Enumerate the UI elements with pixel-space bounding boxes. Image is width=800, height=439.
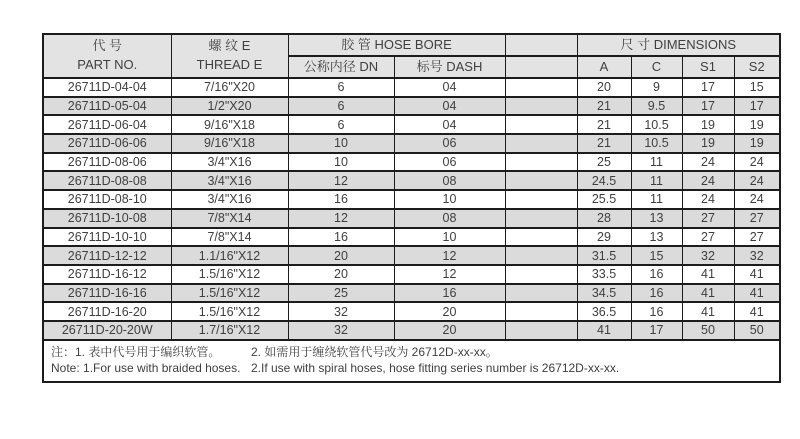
cell-s2: 24 — [734, 171, 780, 190]
table-row — [43, 190, 780, 209]
header-dim-a: A — [577, 56, 631, 78]
table-row — [43, 228, 780, 247]
cell-s1: 41 — [682, 284, 734, 303]
table-row — [43, 97, 780, 116]
table-row — [43, 153, 780, 172]
cell-thread: 1/2"X20 — [171, 97, 288, 116]
cell-c: 10.5 — [631, 134, 682, 153]
cell-s2: 24 — [734, 190, 780, 209]
cell-c: 11 — [631, 171, 682, 190]
cell-s1: 24 — [682, 153, 734, 172]
cell-s2: 27 — [734, 228, 780, 247]
note-en-1: Note: 1.For use with braided hoses. — [51, 360, 241, 375]
cell-part-no: 26711D-04-04 — [43, 78, 171, 97]
cell-part-no: 26711D-12-12 — [43, 246, 171, 265]
cell-part-no: 26711D-06-06 — [43, 134, 171, 153]
cell-s2: 27 — [734, 209, 780, 228]
header-dim-s2: S2 — [734, 56, 780, 78]
cell-dash: 20 — [394, 321, 505, 340]
cell-c: 11 — [631, 190, 682, 209]
table-row — [43, 171, 780, 190]
notes-row — [43, 340, 780, 382]
cell-s1: 41 — [682, 265, 734, 284]
cell-dash: 04 — [394, 97, 505, 116]
cell-c: 9 — [631, 78, 682, 97]
cell-c: 17 — [631, 321, 682, 340]
cell-s1: 19 — [682, 134, 734, 153]
table-row — [43, 78, 780, 97]
cell-part-no: 26711D-08-10 — [43, 190, 171, 209]
cell-a: 25 — [577, 153, 631, 172]
cell-part-no: 26711D-08-08 — [43, 171, 171, 190]
cell-part-no: 26711D-16-16 — [43, 284, 171, 303]
header-thread-zh: 螺 纹 E — [208, 38, 251, 54]
header-dim-s1: S1 — [682, 56, 734, 78]
cell-dash: 12 — [394, 265, 505, 284]
cell-s2: 24 — [734, 153, 780, 172]
cell-part-no: 26711D-20-20W — [43, 321, 171, 340]
spec-table — [42, 33, 781, 383]
note-zh-2: 2. 如需用于缠绕软管代号改为 26712D-xx-xx。 — [251, 344, 498, 359]
cell-s2: 17 — [734, 97, 780, 116]
cell-dash: 12 — [394, 246, 505, 265]
cell-a: 34.5 — [577, 284, 631, 303]
cell-s1: 17 — [682, 97, 734, 116]
cell-dn: 16 — [288, 228, 394, 247]
cell-dash: 20 — [394, 302, 505, 321]
header-spacer-top — [505, 34, 577, 56]
header-part-no-en: PART NO. — [77, 57, 138, 72]
cell-c: 15 — [631, 246, 682, 265]
cell-dn: 32 — [288, 302, 394, 321]
cell-dn: 6 — [288, 78, 394, 97]
header-dim-c: C — [631, 56, 682, 78]
cell-c: 9.5 — [631, 97, 682, 116]
cell-s2: 19 — [734, 115, 780, 134]
note-line-zh — [51, 345, 772, 360]
cell-s1: 24 — [682, 171, 734, 190]
cell-empty — [505, 134, 577, 153]
cell-thread: 3/4"X16 — [171, 171, 288, 190]
cell-a: 31.5 — [577, 246, 631, 265]
cell-a: 21 — [577, 134, 631, 153]
cell-part-no: 26711D-16-12 — [43, 265, 171, 284]
cell-empty — [505, 78, 577, 97]
cell-a: 41 — [577, 321, 631, 340]
cell-c: 13 — [631, 209, 682, 228]
cell-s2: 41 — [734, 265, 780, 284]
cell-dash: 08 — [394, 209, 505, 228]
cell-c: 16 — [631, 284, 682, 303]
cell-empty — [505, 153, 577, 172]
cell-thread: 3/4"X16 — [171, 153, 288, 172]
cell-empty — [505, 228, 577, 247]
cell-a: 21 — [577, 115, 631, 134]
cell-dn: 20 — [288, 246, 394, 265]
cell-thread: 1.5/16"X12 — [171, 284, 288, 303]
cell-thread: 7/8"X14 — [171, 228, 288, 247]
table-body — [43, 78, 780, 340]
cell-dash: 06 — [394, 153, 505, 172]
cell-thread: 7/8"X14 — [171, 209, 288, 228]
cell-empty — [505, 97, 577, 116]
cell-a: 28 — [577, 209, 631, 228]
cell-dn: 20 — [288, 265, 394, 284]
cell-thread: 1.5/16"X12 — [171, 302, 288, 321]
cell-empty — [505, 246, 577, 265]
cell-part-no: 26711D-10-08 — [43, 209, 171, 228]
cell-s1: 17 — [682, 78, 734, 97]
table-row — [43, 115, 780, 134]
table-row — [43, 246, 780, 265]
header-part-no — [43, 34, 171, 78]
cell-dn: 12 — [288, 209, 394, 228]
cell-thread: 9/16"X18 — [171, 134, 288, 153]
cell-a: 33.5 — [577, 265, 631, 284]
header-dn: 公称内径 DN — [288, 56, 394, 78]
header-thread — [171, 34, 288, 78]
cell-dn: 6 — [288, 97, 394, 116]
cell-s2: 41 — [734, 302, 780, 321]
cell-empty — [505, 302, 577, 321]
header-row-top — [43, 34, 780, 56]
cell-dn: 10 — [288, 134, 394, 153]
cell-thread: 1.5/16"X12 — [171, 265, 288, 284]
cell-dn: 32 — [288, 321, 394, 340]
cell-c: 16 — [631, 302, 682, 321]
spec-table-wrapper — [42, 33, 781, 383]
cell-s1: 27 — [682, 228, 734, 247]
cell-s1: 50 — [682, 321, 734, 340]
cell-a: 21 — [577, 97, 631, 116]
cell-thread: 7/16"X20 — [171, 78, 288, 97]
cell-dash: 10 — [394, 228, 505, 247]
table-row — [43, 321, 780, 340]
cell-a: 20 — [577, 78, 631, 97]
header-part-no-zh: 代 号 — [92, 38, 123, 54]
table-row — [43, 134, 780, 153]
cell-empty — [505, 190, 577, 209]
header-hose-bore-group: 胶 管 HOSE BORE — [288, 34, 505, 56]
cell-s1: 32 — [682, 246, 734, 265]
cell-a: 29 — [577, 228, 631, 247]
table-row — [43, 265, 780, 284]
table-notes — [43, 340, 780, 382]
cell-thread: 1.7/16"X12 — [171, 321, 288, 340]
note-zh-1: 注：1. 表中代号用于编织软管。 — [51, 344, 221, 359]
cell-s2: 41 — [734, 284, 780, 303]
cell-c: 16 — [631, 265, 682, 284]
cell-part-no: 26711D-06-04 — [43, 115, 171, 134]
cell-s1: 27 — [682, 209, 734, 228]
notes-cell — [43, 340, 780, 382]
cell-dash: 10 — [394, 190, 505, 209]
cell-s1: 24 — [682, 190, 734, 209]
cell-a: 36.5 — [577, 302, 631, 321]
cell-empty — [505, 115, 577, 134]
header-dash: 标号 DASH — [394, 56, 505, 78]
cell-dash: 06 — [394, 134, 505, 153]
cell-empty — [505, 321, 577, 340]
cell-part-no: 26711D-10-10 — [43, 228, 171, 247]
table-row — [43, 284, 780, 303]
cell-dash: 08 — [394, 171, 505, 190]
cell-thread: 9/16"X18 — [171, 115, 288, 134]
cell-a: 24.5 — [577, 171, 631, 190]
table-row — [43, 302, 780, 321]
cell-dn: 16 — [288, 190, 394, 209]
cell-dn: 10 — [288, 153, 394, 172]
cell-s2: 32 — [734, 246, 780, 265]
cell-thread: 1.1/16"X12 — [171, 246, 288, 265]
cell-dash: 16 — [394, 284, 505, 303]
table-header — [43, 34, 780, 78]
cell-part-no: 26711D-16-20 — [43, 302, 171, 321]
cell-part-no: 26711D-05-04 — [43, 97, 171, 116]
note-line-en — [51, 361, 772, 376]
cell-c: 10.5 — [631, 115, 682, 134]
header-dimensions-group: 尺 寸 DIMENSIONS — [577, 34, 780, 56]
cell-empty — [505, 265, 577, 284]
cell-part-no: 26711D-08-06 — [43, 153, 171, 172]
cell-thread: 3/4"X16 — [171, 190, 288, 209]
header-spacer-bottom — [505, 56, 577, 78]
table-row — [43, 209, 780, 228]
cell-dash: 04 — [394, 78, 505, 97]
cell-c: 13 — [631, 228, 682, 247]
cell-empty — [505, 284, 577, 303]
cell-s1: 19 — [682, 115, 734, 134]
cell-empty — [505, 209, 577, 228]
cell-s2: 19 — [734, 134, 780, 153]
cell-dn: 12 — [288, 171, 394, 190]
cell-dash: 04 — [394, 115, 505, 134]
cell-s2: 15 — [734, 78, 780, 97]
header-thread-en: THREAD E — [196, 57, 263, 72]
cell-c: 11 — [631, 153, 682, 172]
cell-dn: 6 — [288, 115, 394, 134]
note-en-2: 2.If use with spiral hoses, hose fitting series number is 26712D-xx-xx. — [251, 360, 620, 375]
cell-s2: 50 — [734, 321, 780, 340]
cell-s1: 41 — [682, 302, 734, 321]
cell-dn: 25 — [288, 284, 394, 303]
cell-empty — [505, 171, 577, 190]
cell-a: 25.5 — [577, 190, 631, 209]
